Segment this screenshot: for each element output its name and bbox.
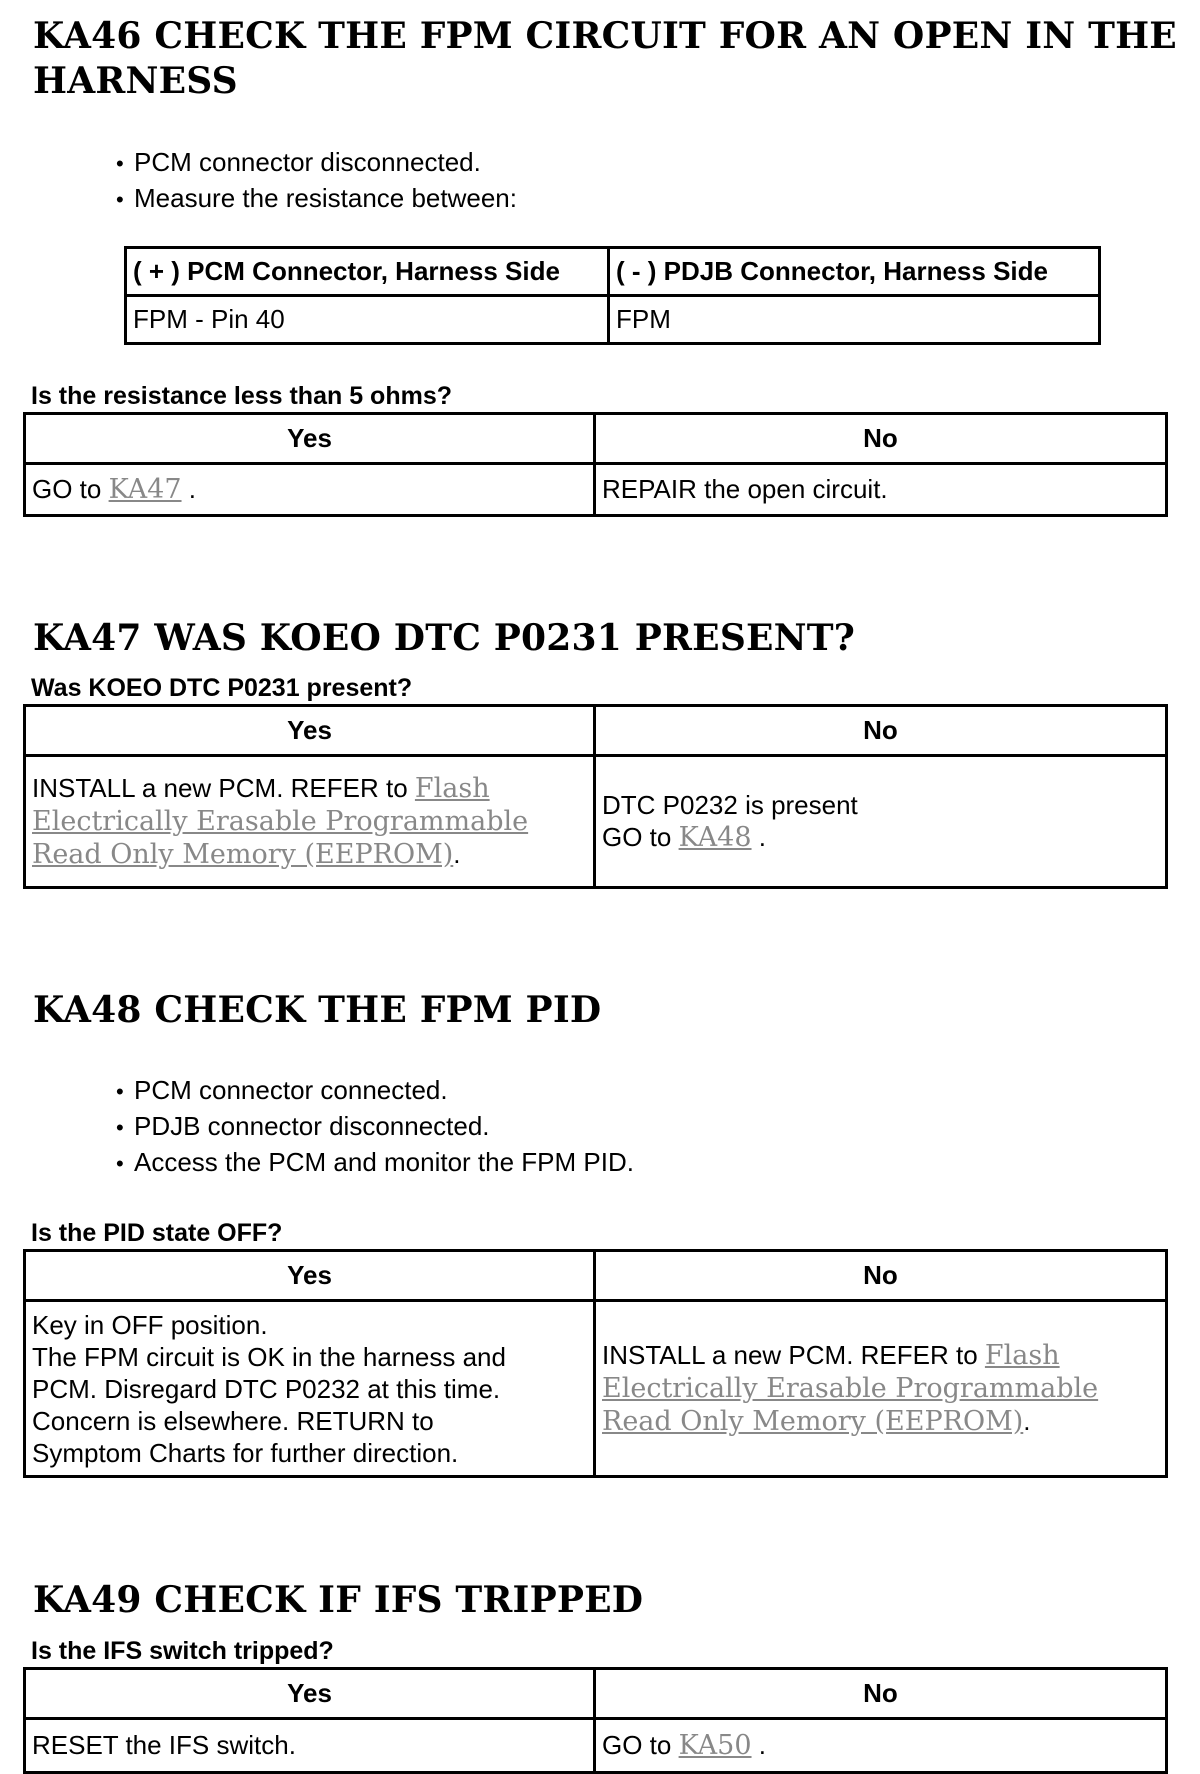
link-flash-eeprom[interactable]: Electrically Erasable Programmable [602,1373,1099,1404]
connector-header-plus: ( + ) PCM Connector, Harness Side [126,248,609,296]
ka47-heading: KA47 WAS KOEO DTC P0231 PRESENT? [33,617,856,659]
yes-cell: GO to KA47 . [25,464,595,516]
ka46-heading: KA46 CHECK THE FPM CIRCUIT FOR AN OPEN IN THE HARNESS [33,15,1177,102]
ka48-yes-no-table [23,1249,1168,1478]
no-header: No [595,706,1167,756]
link-flash-eeprom[interactable]: Read Only Memory (EEPROM) [602,1406,1024,1437]
no-cell: REPAIR the open circuit. [595,464,1167,516]
yes-header: Yes [25,706,595,756]
bullet-item: • PCM connector disconnected. [116,145,517,181]
ka46-question: Is the resistance less than 5 ohms? [31,382,452,410]
ka49-heading: KA49 CHECK IF IFS TRIPPED [33,1579,644,1621]
connector-cell-pcm: FPM - Pin 40 [126,296,609,344]
link-ka48[interactable]: KA48 [678,822,752,853]
bullet-item: • Access the PCM and monitor the FPM PID. [116,1145,634,1181]
yes-header: Yes [25,1669,595,1719]
connector-header-minus: ( - ) PDJB Connector, Harness Side [609,248,1100,296]
connector-cell-pdjb: FPM [609,296,1100,344]
bullet-item: • PDJB connector disconnected. [116,1109,634,1145]
ka47-yes-no-table [23,704,1168,889]
link-flash-eeprom[interactable]: Flash [414,773,490,804]
ka46-bullet-list [116,145,517,217]
link-flash-eeprom[interactable]: Flash [984,1340,1060,1371]
no-header: No [595,1669,1167,1719]
ka46-yes-no-table [23,412,1168,517]
link-flash-eeprom[interactable]: Read Only Memory (EEPROM) [32,839,454,870]
ka49-yes-no-table [23,1667,1168,1774]
bullet-item: • Measure the resistance between: [116,181,517,217]
yes-header: Yes [25,414,595,464]
link-flash-eeprom[interactable]: Electrically Erasable Programmable [32,806,529,837]
yes-cell: RESET the IFS switch. [25,1719,595,1773]
ka48-bullet-list [116,1073,634,1181]
ka47-question: Was KOEO DTC P0231 present? [31,674,413,702]
ka46-connector-table [124,246,1101,345]
yes-cell: Key in OFF position. The FPM circuit is OK in the harness and PCM. Disregard DTC P0232 at this time. Concern is elsewhere. RETURN to Symptom Charts for further direction. [25,1301,595,1477]
link-ka47[interactable]: KA47 [108,474,182,505]
link-ka50[interactable]: KA50 [678,1730,752,1761]
bullet-item: • PCM connector connected. [116,1073,634,1109]
no-cell: DTC P0232 is present GO to KA48 . [595,756,1167,888]
no-cell: INSTALL a new PCM. REFER to Flash Electrically Erasable Programmable Read Only Memory (EEPROM). [595,1301,1167,1477]
no-header: No [595,1251,1167,1301]
ka48-question: Is the PID state OFF? [31,1219,283,1247]
no-header: No [595,414,1167,464]
yes-header: Yes [25,1251,595,1301]
ka49-question: Is the IFS switch tripped? [31,1637,334,1665]
ka48-heading: KA48 CHECK THE FPM PID [33,989,602,1031]
yes-cell: INSTALL a new PCM. REFER to Flash Electrically Erasable Programmable Read Only Memory (EEPROM). [25,756,595,888]
no-cell: GO to KA50 . [595,1719,1167,1773]
